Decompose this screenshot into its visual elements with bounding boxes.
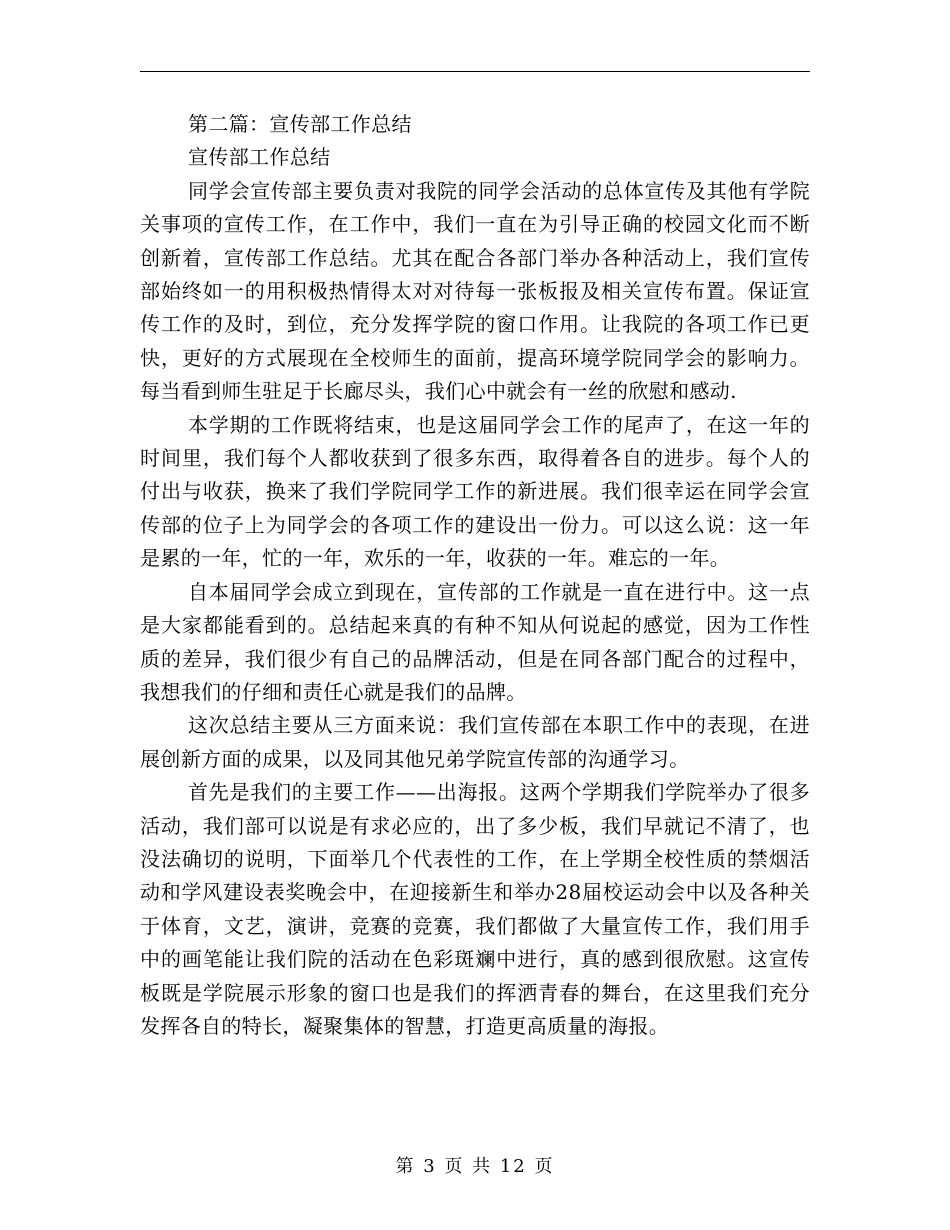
body-paragraph: 同学会宣传部主要负责对我院的同学会活动的总体宣传及其他有学院关事项的宣传工作，在工作中，我们一直在为引导正确的校园文化而不断创新着，宣传部工作总结。尤其在配合各部门举办各种活动上，我们宣传部始终如一的用积极热情得太对对待每一张板报及相关宣传布置。保证宣传工作的及时，到位，充分发挥学院的窗口作用。让我院的各项工作已更快，更好的方式展现在全校师生的面前，提高环境学院同学会的影响力。每当看到师生驻足于长廊尽头，我们心中就会有一丝的欣慰和感动. [140,178,810,404]
body-paragraph: 首先是我们的主要工作——出海报。这两个学期我们学院举办了很多活动，我们部可以说是有求必应的，出了多少板，我们早就记不清了，也没法确切的说明，下面举几个代表性的工作，在上学期全校性质的禁烟活动和学风建设表奖晚会中，在迎接新生和举办28届校运动会中以及各种关于体育，文艺，演讲，竞赛的竞赛，我们都做了大量宣传工作，我们用手中的画笔能让我们院的活动在色彩斑斓中进行，真的感到很欣慰。这宣传板既是学院展示形象的窗口也是我们的挥洒青春的舞台，在这里我们充分发挥各自的特长，凝聚集体的智慧，打造更高质量的海报。 [140,780,810,1038]
body-paragraph: 本学期的工作既将结束，也是这届同学会工作的尾声了，在这一年的时间里，我们每个人都收获到了很多东西，取得着各自的进步。每个人的付出与收获，换来了我们学院同学工作的新进展。我们很幸运在同学会宣传部的位子上为同学会的各项工作的建设出一份力。可以这么说：这一年是累的一年，忙的一年，欢乐的一年，收获的一年。难忘的一年。 [140,412,810,571]
header-rule [140,71,810,72]
body-paragraph: 自本届同学会成立到现在，宣传部的工作就是一直在进行中。这一点是大家都能看到的。总结起来真的有种不知从何说起的感觉，因为工作性质的差异，我们很少有自己的品牌活动，但是在同各部门配合的过程中，我想我们的仔细和责任心就是我们的品牌。 [140,579,810,704]
document-body [140,108,810,1043]
body-paragraph: 这次总结主要从三方面来说：我们宣传部在本职工作中的表现，在进展创新方面的成果，以及同其他兄弟学院宣传部的沟通学习。 [140,713,810,771]
page-number-footer: 第 3 页 共 12 页 [395,1156,555,1177]
section-heading: 第二篇：宣传部工作总结 [188,112,412,136]
section-subheading: 宣传部工作总结 [188,145,331,170]
